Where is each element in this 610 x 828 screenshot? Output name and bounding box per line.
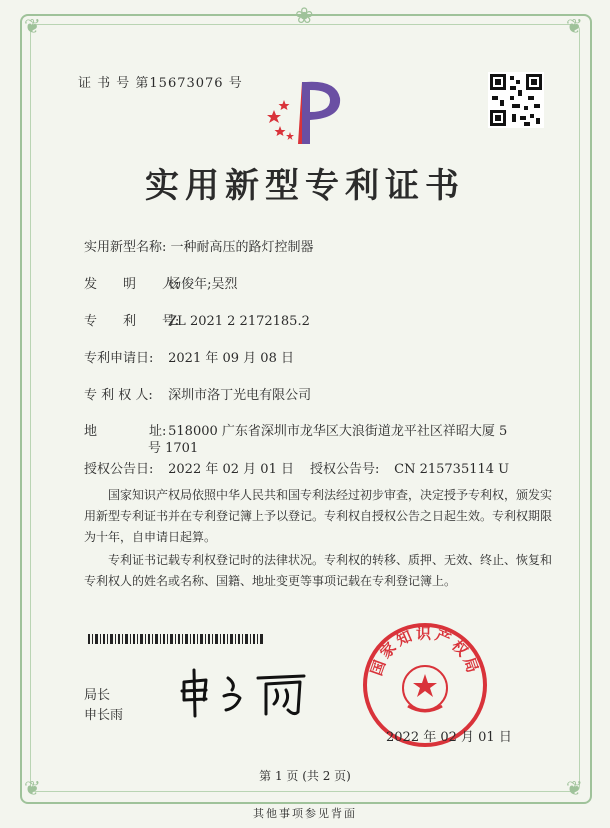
field-patentee — [84, 384, 311, 403]
field-label: 地 址: — [84, 424, 167, 439]
certificate-number: 证 书 号 第15673076 号 — [78, 76, 243, 91]
svg-text:国家知识产权局: 国家知识产权局 — [367, 624, 483, 678]
field-label: 实用新型名称: — [84, 240, 167, 255]
field-inventor — [84, 273, 238, 292]
field-label: 授权公告号: — [310, 462, 380, 477]
field-value: 深圳市洛丁光电有限公司 — [168, 388, 312, 403]
cnipa-logo-icon — [262, 70, 352, 150]
signatory-name: 申长雨 — [84, 708, 124, 723]
grant-statement: 国家知识产权局依照中华人民共和国专利法经过初步审查，决定授予专利权，颁发实用新型专利证书并在专利登记簿上予以登记。专利权自授权公告之日起生效。专利权期限为十年，自申请日起算。 — [84, 488, 553, 544]
corner-ornament-icon: ❦ — [24, 14, 41, 38]
top-ornament-icon: ❀ — [295, 4, 314, 29]
field-value: ZL 2021 2 2172185.2 — [168, 314, 310, 329]
field-label: 专 利 号: — [84, 314, 180, 329]
field-label: 授权公告日: — [84, 462, 154, 477]
field-value: CN 215735114 U — [394, 462, 510, 477]
signatory-title: 局长 — [84, 688, 111, 703]
field-label: 专利申请日: — [84, 351, 154, 366]
legal-status-note: 专利证书记载专利权登记时的法律状况。专利权的转移、质押、无效、终止、恢复和专利权人的姓名或名称、国籍、地址变更等事项记载在专利登记簿上。 — [84, 553, 553, 588]
seal-date: 2022 年 02 月 01 日 — [386, 730, 512, 745]
field-address-continued — [148, 437, 198, 456]
field-grant-date — [84, 458, 294, 477]
field-label: 发 明 人: — [84, 277, 180, 292]
field-value: 杨俊年;吴烈 — [168, 277, 238, 292]
field-grant-number — [310, 458, 509, 477]
field-patent-number — [84, 310, 310, 329]
qr-code-icon — [488, 72, 544, 128]
corner-ornament-icon: ❦ — [24, 776, 41, 800]
document-title: 实用新型专利证书 — [145, 166, 465, 206]
page-number: 第 1 页 (共 2 页) — [259, 769, 351, 783]
field-application-date — [84, 347, 294, 366]
field-value: 518000 广东省深圳市龙华区大浪街道龙平社区祥昭大厦 5 — [168, 424, 508, 439]
field-value: 2022 年 02 月 01 日 — [168, 462, 294, 477]
footer-note: 其他事项参见背面 — [253, 807, 357, 820]
corner-ornament-icon: ❦ — [566, 14, 583, 38]
corner-ornament-icon: ❦ — [566, 776, 583, 800]
barcode-icon — [88, 634, 264, 644]
field-value: 一种耐高压的路灯控制器 — [170, 240, 314, 255]
field-utility-model-name — [84, 236, 314, 255]
handwritten-signature — [176, 660, 316, 720]
field-label: 专 利 权 人: — [84, 388, 153, 403]
field-value: 2021 年 09 月 08 日 — [168, 351, 294, 366]
field-value: 号 1701 — [148, 441, 199, 456]
